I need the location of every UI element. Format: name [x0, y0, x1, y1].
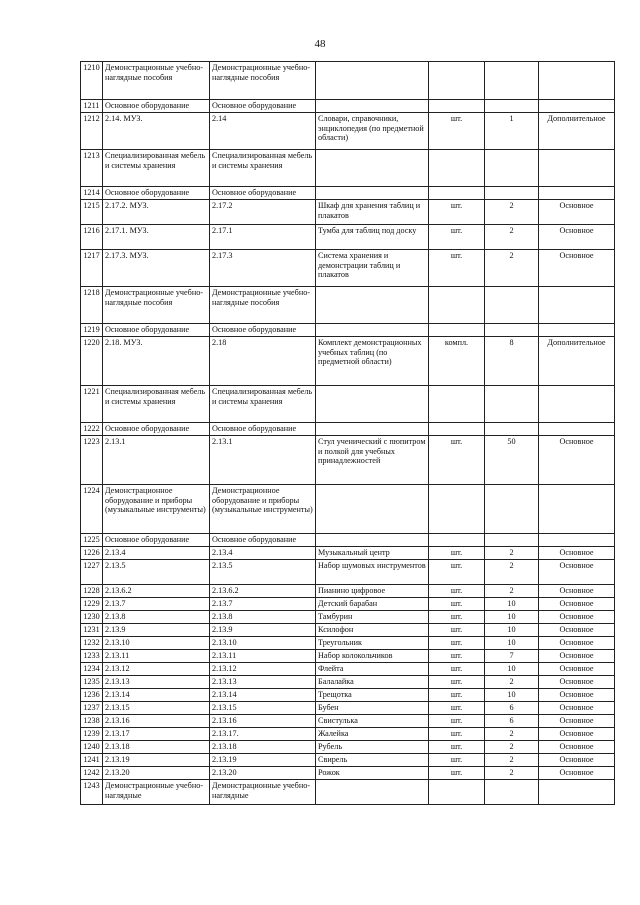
equipment-type-cell [539, 423, 615, 436]
item-name-cell: Балалайка [316, 676, 429, 689]
unit-cell: шт. [429, 741, 485, 754]
item-name-cell [316, 187, 429, 200]
row-number-cell: 1223 [81, 436, 103, 485]
equipment-type-cell: Основное [539, 676, 615, 689]
unit-cell: шт. [429, 728, 485, 741]
code-cell: 2.13.14 [103, 689, 210, 702]
table-row [81, 663, 615, 676]
unit-cell: шт. [429, 113, 485, 150]
equipment-type-cell: Основное [539, 225, 615, 250]
table-row [81, 624, 615, 637]
unit-cell: шт. [429, 754, 485, 767]
table-row [81, 598, 615, 611]
code-cell: 2.13.7 [103, 598, 210, 611]
quantity-cell: 6 [485, 715, 539, 728]
equipment-type-cell [539, 485, 615, 534]
unit-cell: шт. [429, 560, 485, 585]
unit-cell: шт. [429, 767, 485, 780]
row-number-cell: 1228 [81, 585, 103, 598]
row-number-cell: 1210 [81, 62, 103, 100]
quantity-cell: 2 [485, 547, 539, 560]
unit-cell: шт. [429, 689, 485, 702]
row-number-cell: 1220 [81, 337, 103, 386]
equipment-type-cell: Основное [539, 200, 615, 225]
table-row [81, 780, 615, 805]
quantity-cell [485, 62, 539, 100]
table-row [81, 650, 615, 663]
item-name-cell [316, 386, 429, 423]
row-number-cell: 1211 [81, 100, 103, 113]
item-name-cell: Тамбурин [316, 611, 429, 624]
quantity-cell: 1 [485, 113, 539, 150]
quantity-cell: 7 [485, 650, 539, 663]
row-number-cell: 1222 [81, 423, 103, 436]
table-row [81, 676, 615, 689]
section-cell: 2.13.4 [210, 547, 316, 560]
code-cell: 2.13.4 [103, 547, 210, 560]
row-number-cell: 1215 [81, 200, 103, 225]
quantity-cell: 10 [485, 663, 539, 676]
item-name-cell: Ксилофон [316, 624, 429, 637]
code-cell: 2.13.12 [103, 663, 210, 676]
section-cell: 2.13.19 [210, 754, 316, 767]
section-cell: Специализированная мебель и системы хранения [210, 386, 316, 423]
code-cell: Основное оборудование [103, 100, 210, 113]
equipment-type-cell: Основное [539, 702, 615, 715]
table-row [81, 547, 615, 560]
equipment-type-cell [539, 324, 615, 337]
table-row [81, 728, 615, 741]
table-row [81, 637, 615, 650]
item-name-cell: Тумба для таблиц под доску [316, 225, 429, 250]
equipment-type-cell [539, 287, 615, 324]
equipment-type-cell: Основное [539, 650, 615, 663]
quantity-cell [485, 100, 539, 113]
equipment-type-cell [539, 780, 615, 805]
table-row [81, 324, 615, 337]
code-cell: 2.13.10 [103, 637, 210, 650]
equipment-type-cell [539, 534, 615, 547]
row-number-cell: 1237 [81, 702, 103, 715]
quantity-cell [485, 150, 539, 187]
section-cell: 2.13.7 [210, 598, 316, 611]
table-row [81, 585, 615, 598]
equipment-type-cell [539, 100, 615, 113]
unit-cell: шт. [429, 200, 485, 225]
row-number-cell: 1224 [81, 485, 103, 534]
unit-cell: шт. [429, 715, 485, 728]
item-name-cell [316, 150, 429, 187]
unit-cell: шт. [429, 436, 485, 485]
code-cell: 2.13.13 [103, 676, 210, 689]
section-cell: 2.13.20 [210, 767, 316, 780]
equipment-type-cell: Основное [539, 547, 615, 560]
row-number-cell: 1231 [81, 624, 103, 637]
quantity-cell [485, 287, 539, 324]
unit-cell [429, 187, 485, 200]
item-name-cell: Флейта [316, 663, 429, 676]
item-name-cell: Пианино цифровое [316, 585, 429, 598]
quantity-cell: 50 [485, 436, 539, 485]
unit-cell [429, 780, 485, 805]
unit-cell [429, 62, 485, 100]
equipment-type-cell: Основное [539, 624, 615, 637]
row-number-cell: 1229 [81, 598, 103, 611]
code-cell: 2.13.16 [103, 715, 210, 728]
row-number-cell: 1226 [81, 547, 103, 560]
table-row [81, 386, 615, 423]
equipment-type-cell: Основное [539, 250, 615, 287]
code-cell: 2.13.20 [103, 767, 210, 780]
equipment-type-cell: Основное [539, 728, 615, 741]
table-row [81, 150, 615, 187]
quantity-cell: 2 [485, 741, 539, 754]
quantity-cell: 2 [485, 754, 539, 767]
page-number: 48 [314, 38, 326, 50]
section-cell: 2.13.18 [210, 741, 316, 754]
item-name-cell: Комплект демонстрационных учебных таблиц (по предметной области) [316, 337, 429, 386]
item-name-cell: Система хранения и демонстрации таблиц и плакатов [316, 250, 429, 287]
section-cell: Демонстрационное оборудование и приборы (музыкальные инструменты) [210, 485, 316, 534]
quantity-cell: 2 [485, 200, 539, 225]
equipment-type-cell: Основное [539, 741, 615, 754]
table-row [81, 337, 615, 386]
section-cell: 2.13.13 [210, 676, 316, 689]
unit-cell [429, 100, 485, 113]
item-name-cell: Словари, справочники, энциклопедия (по предметной области) [316, 113, 429, 150]
code-cell: 2.17.2. МУЗ. [103, 200, 210, 225]
quantity-cell: 10 [485, 637, 539, 650]
quantity-cell: 2 [485, 560, 539, 585]
section-cell: 2.13.12 [210, 663, 316, 676]
quantity-cell: 6 [485, 702, 539, 715]
equipment-type-cell [539, 386, 615, 423]
unit-cell [429, 534, 485, 547]
item-name-cell [316, 62, 429, 100]
equipment-type-cell: Основное [539, 611, 615, 624]
row-number-cell: 1219 [81, 324, 103, 337]
section-cell: Основное оборудование [210, 187, 316, 200]
equipment-type-cell: Основное [539, 436, 615, 485]
section-cell: 2.13.5 [210, 560, 316, 585]
quantity-cell: 8 [485, 337, 539, 386]
row-number-cell: 1243 [81, 780, 103, 805]
section-cell: Основное оборудование [210, 324, 316, 337]
row-number-cell: 1225 [81, 534, 103, 547]
quantity-cell: 2 [485, 767, 539, 780]
code-cell: 2.13.11 [103, 650, 210, 663]
table-row [81, 187, 615, 200]
section-cell: 2.13.11 [210, 650, 316, 663]
section-cell: 2.13.15 [210, 702, 316, 715]
row-number-cell: 1221 [81, 386, 103, 423]
unit-cell: шт. [429, 225, 485, 250]
code-cell: 2.14. МУЗ. [103, 113, 210, 150]
unit-cell: шт. [429, 624, 485, 637]
row-number-cell: 1214 [81, 187, 103, 200]
equipment-type-cell: Основное [539, 715, 615, 728]
equipment-type-cell: Основное [539, 767, 615, 780]
table-row [81, 702, 615, 715]
section-cell: 2.13.6.2 [210, 585, 316, 598]
section-cell: Основное оборудование [210, 534, 316, 547]
quantity-cell [485, 423, 539, 436]
equipment-table [80, 61, 615, 805]
section-cell: 2.13.9 [210, 624, 316, 637]
table-row [81, 436, 615, 485]
section-cell: 2.17.3 [210, 250, 316, 287]
unit-cell [429, 423, 485, 436]
quantity-cell [485, 386, 539, 423]
unit-cell [429, 324, 485, 337]
quantity-cell: 2 [485, 250, 539, 287]
unit-cell: шт. [429, 611, 485, 624]
quantity-cell: 10 [485, 611, 539, 624]
item-name-cell: Треугольник [316, 637, 429, 650]
table-body [81, 62, 615, 805]
unit-cell: шт. [429, 637, 485, 650]
unit-cell [429, 386, 485, 423]
code-cell: Основное оборудование [103, 534, 210, 547]
unit-cell: шт. [429, 676, 485, 689]
section-cell: 2.13.16 [210, 715, 316, 728]
item-name-cell: Шкаф для хранения таблиц и плакатов [316, 200, 429, 225]
quantity-cell [485, 534, 539, 547]
item-name-cell: Набор колокольчиков [316, 650, 429, 663]
table-row [81, 741, 615, 754]
item-name-cell: Рожок [316, 767, 429, 780]
row-number-cell: 1216 [81, 225, 103, 250]
item-name-cell: Стул ученический с пюпитром и полкой для учебных принадлежностей [316, 436, 429, 485]
quantity-cell: 2 [485, 728, 539, 741]
code-cell: Демонстрационные учебно-наглядные пособия [103, 287, 210, 324]
quantity-cell [485, 485, 539, 534]
unit-cell [429, 150, 485, 187]
equipment-type-cell: Основное [539, 585, 615, 598]
equipment-type-cell: Дополнительное [539, 337, 615, 386]
equipment-type-cell: Основное [539, 637, 615, 650]
quantity-cell: 2 [485, 676, 539, 689]
unit-cell: шт. [429, 585, 485, 598]
section-cell: 2.13.14 [210, 689, 316, 702]
code-cell: 2.13.19 [103, 754, 210, 767]
table-row [81, 225, 615, 250]
row-number-cell: 1236 [81, 689, 103, 702]
item-name-cell [316, 485, 429, 534]
table-row [81, 250, 615, 287]
code-cell: Демонстрационные учебно-наглядные [103, 780, 210, 805]
row-number-cell: 1242 [81, 767, 103, 780]
row-number-cell: 1218 [81, 287, 103, 324]
equipment-type-cell [539, 150, 615, 187]
row-number-cell: 1232 [81, 637, 103, 650]
quantity-cell: 10 [485, 598, 539, 611]
table-row [81, 200, 615, 225]
table-row [81, 611, 615, 624]
row-number-cell: 1217 [81, 250, 103, 287]
equipment-type-cell [539, 62, 615, 100]
equipment-type-cell: Основное [539, 754, 615, 767]
code-cell: Основное оборудование [103, 187, 210, 200]
unit-cell: компл. [429, 337, 485, 386]
unit-cell [429, 287, 485, 324]
unit-cell [429, 485, 485, 534]
code-cell: Основное оборудование [103, 423, 210, 436]
code-cell: 2.18. МУЗ. [103, 337, 210, 386]
section-cell: Специализированная мебель и системы хранения [210, 150, 316, 187]
row-number-cell: 1240 [81, 741, 103, 754]
section-cell: Демонстрационные учебно-наглядные [210, 780, 316, 805]
item-name-cell: Музыкальный центр [316, 547, 429, 560]
code-cell: 2.13.6.2 [103, 585, 210, 598]
section-cell: Демонстрационные учебно-наглядные пособия [210, 287, 316, 324]
quantity-cell: 10 [485, 689, 539, 702]
quantity-cell [485, 324, 539, 337]
unit-cell: шт. [429, 702, 485, 715]
row-number-cell: 1235 [81, 676, 103, 689]
quantity-cell: 2 [485, 585, 539, 598]
quantity-cell: 2 [485, 225, 539, 250]
row-number-cell: 1239 [81, 728, 103, 741]
row-number-cell: 1212 [81, 113, 103, 150]
table-row [81, 62, 615, 100]
item-name-cell: Детский барабан [316, 598, 429, 611]
item-name-cell: Трещотка [316, 689, 429, 702]
code-cell: 2.13.15 [103, 702, 210, 715]
item-name-cell [316, 324, 429, 337]
item-name-cell: Рубель [316, 741, 429, 754]
unit-cell: шт. [429, 598, 485, 611]
section-cell: 2.13.8 [210, 611, 316, 624]
quantity-cell: 10 [485, 624, 539, 637]
quantity-cell [485, 780, 539, 805]
table-row [81, 287, 615, 324]
row-number-cell: 1234 [81, 663, 103, 676]
section-cell: 2.17.2 [210, 200, 316, 225]
code-cell: Основное оборудование [103, 324, 210, 337]
row-number-cell: 1227 [81, 560, 103, 585]
section-cell: Демонстрационные учебно-наглядные пособия [210, 62, 316, 100]
table-row [81, 100, 615, 113]
row-number-cell: 1238 [81, 715, 103, 728]
table-row [81, 534, 615, 547]
row-number-cell: 1213 [81, 150, 103, 187]
section-cell: 2.17.1 [210, 225, 316, 250]
table-row [81, 485, 615, 534]
section-cell: 2.13.17. [210, 728, 316, 741]
item-name-cell [316, 100, 429, 113]
table-row [81, 754, 615, 767]
item-name-cell [316, 780, 429, 805]
row-number-cell: 1241 [81, 754, 103, 767]
unit-cell: шт. [429, 547, 485, 560]
table-row [81, 715, 615, 728]
code-cell: Специализированная мебель и системы хранения [103, 386, 210, 423]
unit-cell: шт. [429, 250, 485, 287]
unit-cell: шт. [429, 650, 485, 663]
code-cell: 2.13.8 [103, 611, 210, 624]
unit-cell: шт. [429, 663, 485, 676]
item-name-cell: Свирель [316, 754, 429, 767]
table-row [81, 689, 615, 702]
item-name-cell: Бубен [316, 702, 429, 715]
equipment-type-cell: Основное [539, 560, 615, 585]
section-cell: Основное оборудование [210, 100, 316, 113]
item-name-cell: Свистулька [316, 715, 429, 728]
section-cell: Основное оборудование [210, 423, 316, 436]
code-cell: 2.13.9 [103, 624, 210, 637]
code-cell: 2.13.1 [103, 436, 210, 485]
equipment-type-cell: Основное [539, 598, 615, 611]
row-number-cell: 1230 [81, 611, 103, 624]
code-cell: 2.13.5 [103, 560, 210, 585]
code-cell: Демонстрационное оборудование и приборы (музыкальные инструменты) [103, 485, 210, 534]
equipment-type-cell [539, 187, 615, 200]
quantity-cell [485, 187, 539, 200]
equipment-type-cell: Основное [539, 663, 615, 676]
item-name-cell: Жалейка [316, 728, 429, 741]
item-name-cell [316, 534, 429, 547]
item-name-cell [316, 423, 429, 436]
section-cell: 2.14 [210, 113, 316, 150]
equipment-type-cell: Основное [539, 689, 615, 702]
code-cell: Специализированная мебель и системы хранения [103, 150, 210, 187]
table-row [81, 113, 615, 150]
section-cell: 2.18 [210, 337, 316, 386]
table-row [81, 423, 615, 436]
code-cell: 2.17.3. МУЗ. [103, 250, 210, 287]
item-name-cell [316, 287, 429, 324]
code-cell: Демонстрационные учебно-наглядные пособия [103, 62, 210, 100]
row-number-cell: 1233 [81, 650, 103, 663]
item-name-cell: Набор шумовых инструментов [316, 560, 429, 585]
code-cell: 2.13.18 [103, 741, 210, 754]
code-cell: 2.17.1. МУЗ. [103, 225, 210, 250]
equipment-type-cell: Дополнительное [539, 113, 615, 150]
table-row [81, 767, 615, 780]
code-cell: 2.13.17 [103, 728, 210, 741]
section-cell: 2.13.10 [210, 637, 316, 650]
section-cell: 2.13.1 [210, 436, 316, 485]
table-row [81, 560, 615, 585]
